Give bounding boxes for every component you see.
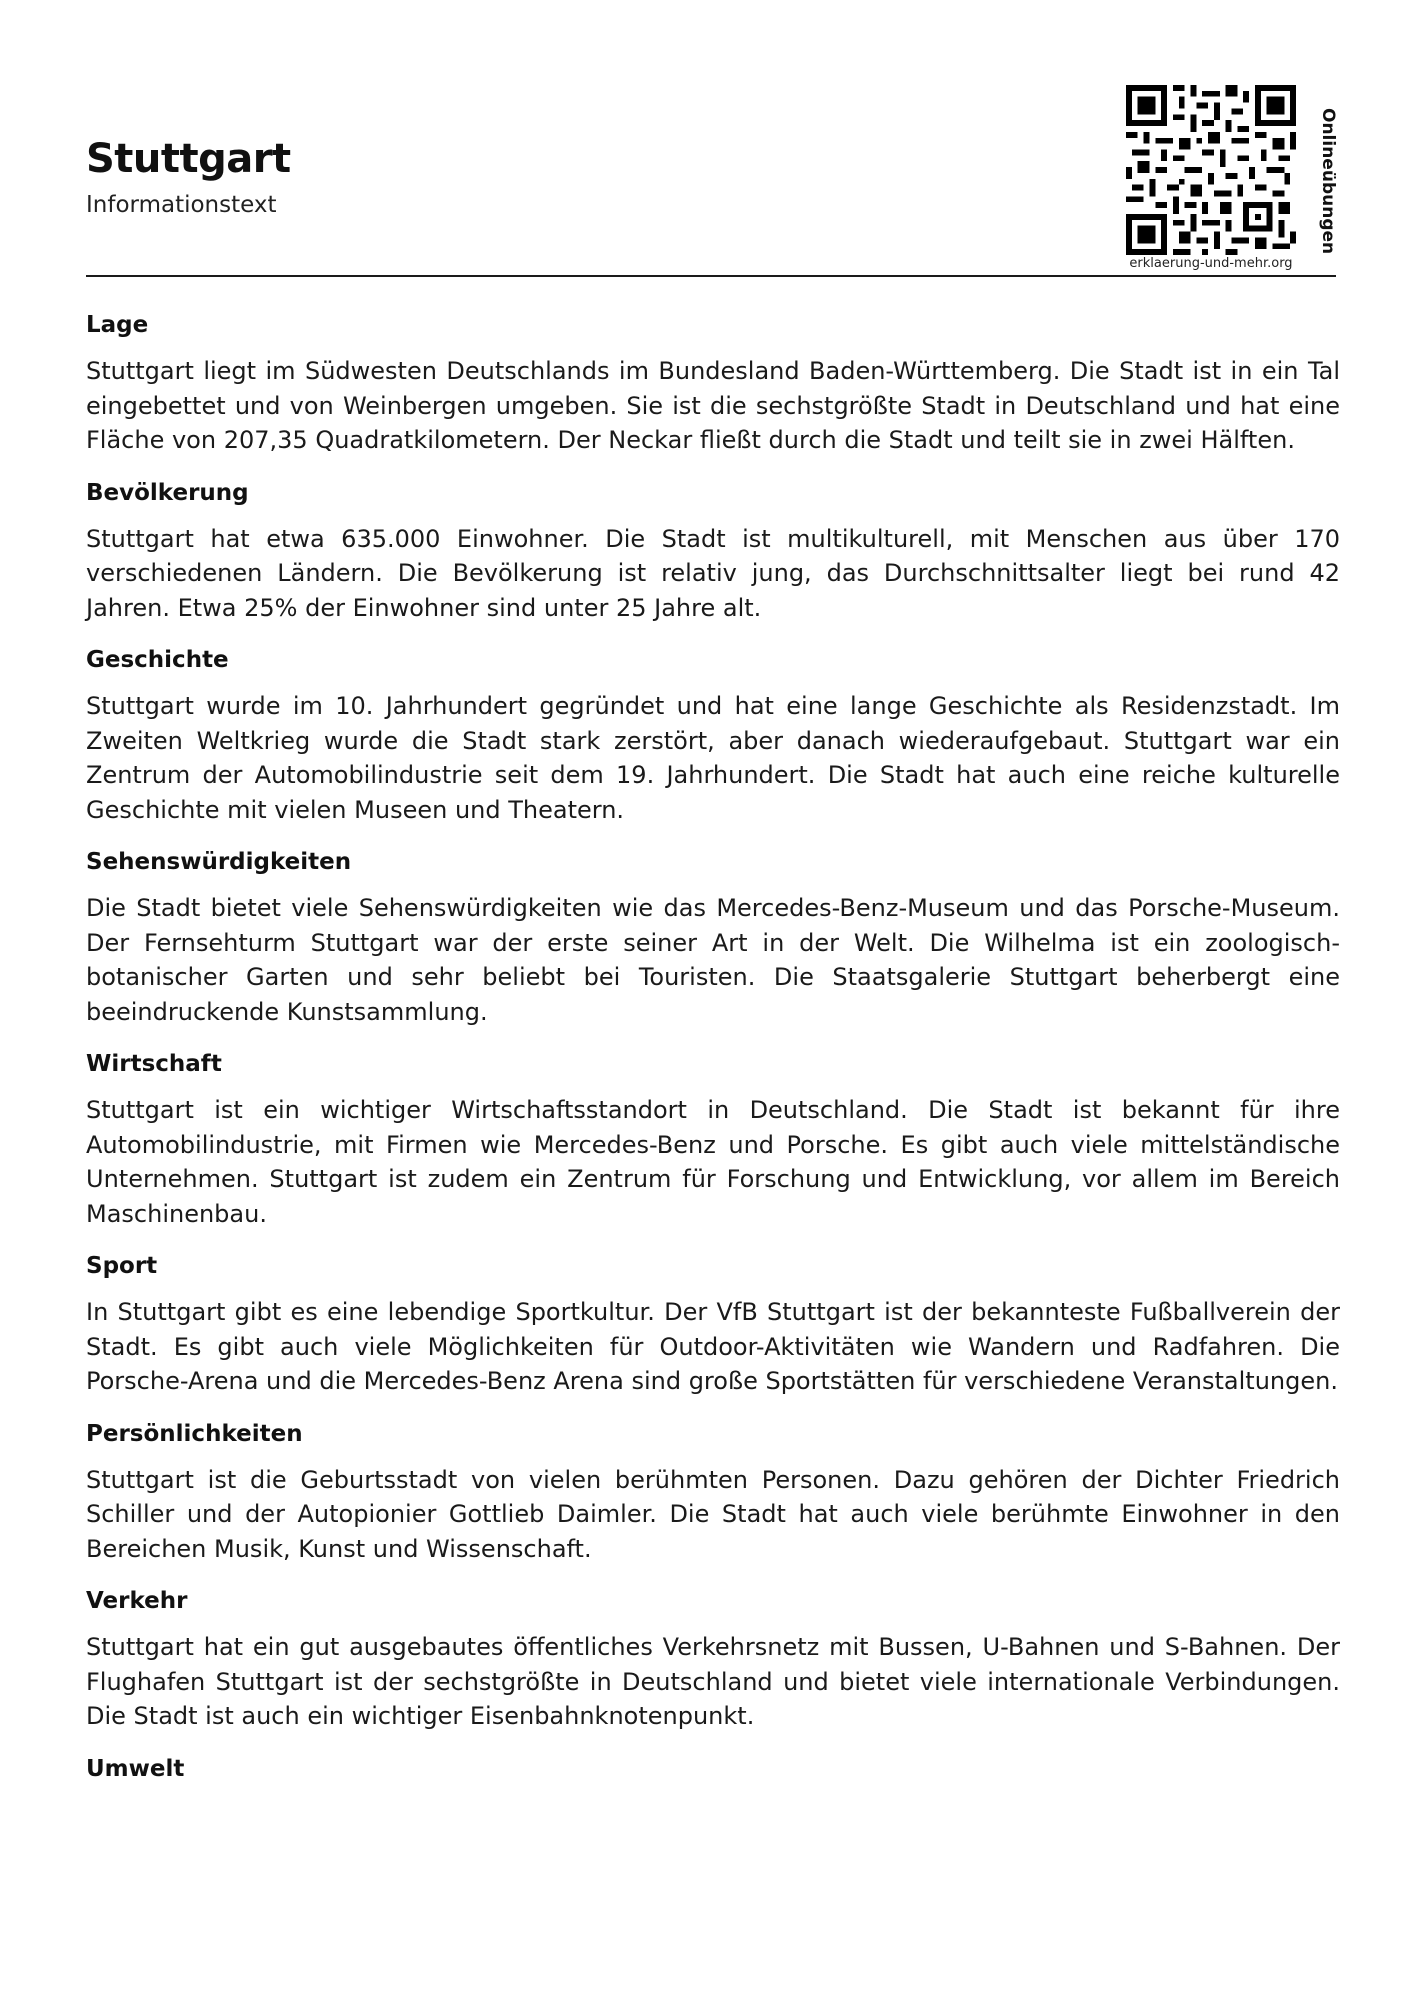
section-bevölkerung — [86, 480, 1340, 626]
section-text: Stuttgart ist ein wichtiger Wirtschaftsstandort in Deutschland. Die Stadt ist bekannt für ihre Automobilindustrie, mit Firmen wie Mercedes-Benz und Porsche. Es gibt auch viele mittelständische Unternehmen. Stuttgart ist zudem ein Zentrum für Forschung und Entwicklung, vor allem im Bereich Maschinenbau. — [86, 1096, 1340, 1228]
document-body — [86, 312, 1340, 1804]
section-sport — [86, 1253, 1340, 1399]
section-verkehr — [86, 1588, 1340, 1734]
section-text: In Stuttgart gibt es eine lebendige Sportkultur. Der VfB Stuttgart ist der bekannteste Fußballverein der Stadt. Es gibt auch viele Möglichkeiten für Outdoor-Aktivitäten wie Wandern und Radfahren. Die Porsche-Arena und die Mercedes-Benz Arena sind große Sportstätten für verschiedene Veranstaltungen. — [86, 1298, 1340, 1395]
section-text: Stuttgart ist die Geburtsstadt von vielen berühmten Personen. Dazu gehören der Dichter Friedrich Schiller und der Autopionier Gottlieb Daimler. Die Stadt hat auch viele berühmte Einwohner in den Bereichen Musik, Kunst und Wissenschaft. — [86, 1465, 1340, 1563]
section-heading: Verkehr — [86, 1588, 188, 1614]
section-text: Stuttgart wurde im 10. Jahrhundert gegründet und hat eine lange Geschichte als Residenzstadt. Im Zweiten Weltkrieg wurde die Stadt stark zerstört, aber danach wiederaufgebaut. Stuttgart war ein Zentrum der Automobilindustrie seit dem 19. Jahrhundert. Die Stadt hat auch eine reiche kulturelle Geschichte mit vielen Museen und Theatern. — [86, 692, 1340, 824]
section-heading: Geschichte — [86, 647, 229, 673]
section-heading: Lage — [86, 312, 149, 338]
section-text: Stuttgart hat ein gut ausgebautes öffentliches Verkehrsnetz mit Bussen, U-Bahnen und S-Bahnen. Der Flughafen Stuttgart ist der sechstgrößte in Deutschland und bietet viele internationale Verbindungen. Die Stadt ist auch ein wichtiger Eisenbahnknotenpunkt. — [86, 1633, 1340, 1730]
section-heading: Bevölkerung — [86, 479, 249, 506]
section-wirtschaft — [86, 1051, 1340, 1231]
qr-block — [1126, 80, 1336, 275]
section-lage — [86, 312, 1340, 458]
section-geschichte — [86, 647, 1340, 827]
section-text: Stuttgart liegt im Südwesten Deutschlands im Bundesland Baden-Württemberg. Die Stadt ist in ein Tal eingebettet und von Weinbergen umgeben. Sie ist die sechstgrößte Stadt in Deutschland und hat eine Fläche von 207,35 Quadratkilometern. Der Neckar fließt durch die Stadt und teilt sie in zwei Hälften. — [86, 357, 1340, 454]
section-text: Die Stadt bietet viele Sehenswürdigkeiten wie das Mercedes-Benz-Museum und das Porsche-Museum. Der Fernsehturm Stuttgart war der erste seiner Art in der Welt. Die Wilhelma ist ein zoologisch-botanischer Garten und sehr beliebt bei Touristen. Die Staatsgalerie Stuttgart beherbergt eine beeindruckende Kunstsammlung. — [86, 894, 1340, 1026]
side-label: Onlineübungen — [1318, 108, 1338, 255]
page-subtitle: Informationstext — [86, 192, 277, 218]
section-sehenswürdigkeiten — [86, 849, 1340, 1029]
section-heading: Umwelt — [86, 1755, 185, 1782]
section-heading: Sehenswürdigkeiten — [86, 849, 352, 875]
section-persönlichkeiten — [86, 1421, 1340, 1567]
qr-code-icon — [1126, 85, 1296, 255]
section-heading: Wirtschaft — [86, 1051, 222, 1077]
section-text: Stuttgart hat etwa 635.000 Einwohner. Die Stadt ist multikulturell, mit Menschen aus über 170 verschiedenen Ländern. Die Bevölkerung ist relativ jung, das Durchschnittsalter liegt bei rund 42 Jahren. Etwa 25% der Einwohner sind unter 25 Jahre alt. — [86, 524, 1340, 622]
section-umwelt — [86, 1756, 1340, 1782]
qr-caption: erklaerung-und-mehr.org — [1129, 256, 1293, 271]
section-heading: Persönlichkeiten — [86, 1420, 303, 1447]
page-title: Stuttgart — [86, 136, 291, 182]
section-heading: Sport — [86, 1253, 158, 1279]
document-header — [86, 80, 1336, 277]
